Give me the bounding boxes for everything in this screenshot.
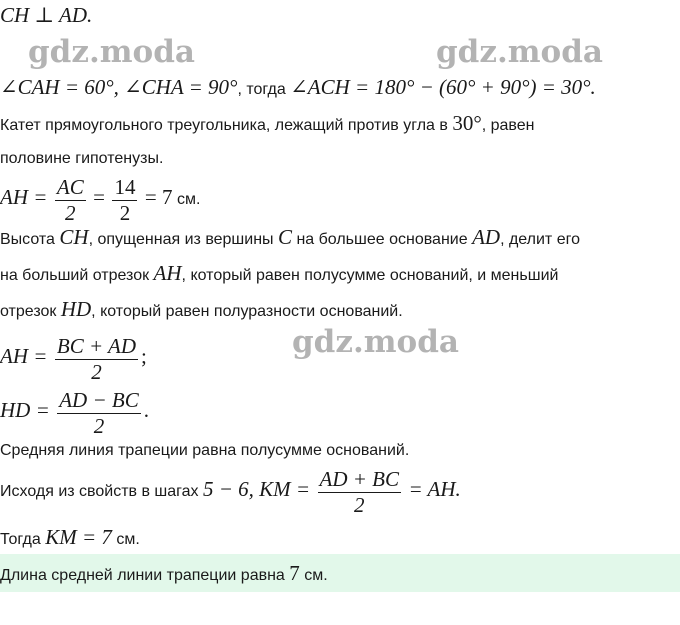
numerator: AC [56, 175, 84, 200]
text: см. [299, 567, 328, 584]
text: Катет прямоугольного треугольника, лежащий против угла в [0, 117, 453, 134]
formula: KM = 7 [45, 525, 112, 549]
denominator: 2 [119, 201, 131, 226]
text: Тогда [0, 531, 46, 548]
formula: C [277, 225, 292, 249]
answer-line [0, 562, 328, 587]
text: на больший отрезок [0, 267, 154, 284]
text: Исходя из свойств в шагах [0, 483, 203, 500]
text-line-8 [0, 298, 403, 323]
numerator: AD + BC [319, 467, 400, 492]
text: см. [172, 191, 201, 208]
numerator: AD − BC [59, 388, 139, 413]
formula: ∠CAH = 60°, ∠CHA = 90° [0, 75, 238, 99]
equation-ah [0, 330, 147, 385]
text: , тогда [237, 81, 291, 98]
text: , делит его [500, 231, 580, 248]
equation-ah-value [0, 172, 200, 225]
text-line-6 [0, 226, 580, 251]
math-line-1 [0, 4, 92, 29]
text-line-4 [0, 148, 163, 170]
formula: = 7 [144, 185, 173, 209]
text: , опущенная из вершины [88, 231, 278, 248]
formula: 30° [452, 111, 482, 135]
text: см. [111, 531, 140, 548]
formula: ∠ACH = 180° − (60° + 90°) = 30°. [290, 75, 596, 99]
equation-km [0, 462, 461, 519]
fraction [112, 174, 137, 225]
denominator: 2 [93, 414, 105, 439]
text: Средняя линия трапеции равна полусумме оснований. [0, 442, 410, 459]
text: , равен [481, 117, 535, 134]
fraction [55, 333, 138, 384]
math-line-2 [0, 76, 596, 101]
denominator: 2 [354, 493, 365, 518]
text: Высота [0, 231, 60, 248]
text-line-13 [0, 526, 140, 551]
formula: ; [141, 344, 147, 368]
formula: = [93, 185, 106, 209]
formula: AH [153, 261, 182, 285]
fraction [55, 174, 86, 225]
denominator: 2 [65, 201, 76, 226]
text: , который равен полуразности оснований. [91, 303, 403, 320]
formula: 7 [289, 561, 300, 585]
formula: AH = [0, 185, 48, 209]
text: , который равен полусумме оснований, и меньший [181, 267, 559, 284]
formula: 5 − 6, KM = [202, 477, 311, 501]
formula: CH [59, 225, 89, 249]
text: на большее основание [292, 231, 473, 248]
watermark: gdz.moda [436, 34, 603, 70]
formula: CH ⊥ AD. [0, 3, 93, 27]
text: Длина средней линии трапеции равна [0, 567, 290, 584]
text-line-7 [0, 262, 558, 287]
text: отрезок [0, 303, 61, 320]
formula: = AH. [408, 477, 461, 501]
fraction [318, 466, 402, 517]
text-line-3 [0, 112, 534, 137]
denominator: 2 [91, 360, 102, 385]
equation-hd [0, 384, 149, 439]
fraction [57, 387, 141, 438]
formula: HD [60, 297, 92, 321]
formula: HD = [0, 398, 50, 422]
text: половине гипотенузы. [0, 150, 164, 167]
text-line-11 [0, 440, 409, 462]
watermark: gdz.moda [28, 34, 195, 70]
numerator: 14 [114, 175, 136, 200]
numerator: BC + AD [56, 334, 136, 359]
watermark: gdz.moda [292, 324, 459, 360]
formula: AH = [0, 344, 48, 368]
formula: . [143, 398, 149, 422]
formula: AD [472, 225, 501, 249]
